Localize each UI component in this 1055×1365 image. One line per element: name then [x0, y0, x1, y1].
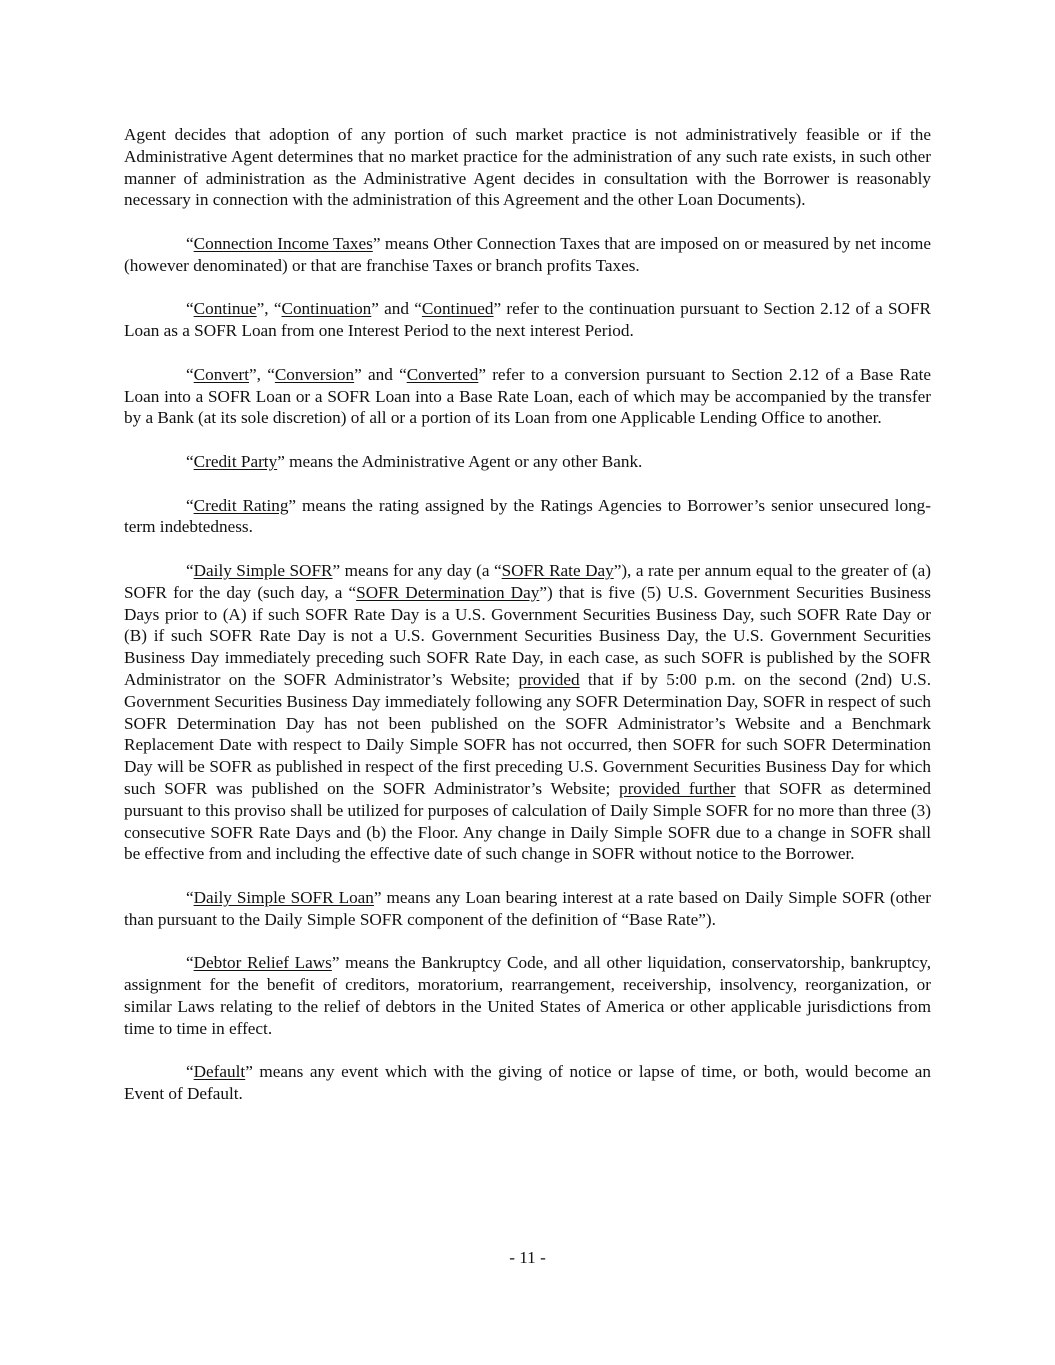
defined-term: Converted	[406, 364, 479, 384]
definition-text: ” refer to a conversion pursuant to Section 2.12 of a Base Rate Loan into a SOFR Loan or a SOFR Loan into a Base Rate Loan, each of which may be accompanied by the transfer by a Bank (at its sole discretion) of all or a portion of its Loan from one Applicable Lending Office to another.	[124, 364, 931, 428]
definitions-list	[124, 233, 931, 1105]
definition-text: ” and “	[371, 299, 422, 319]
definition-text: “	[186, 887, 194, 907]
defined-term: Continuation	[281, 299, 372, 319]
defined-term: SOFR Rate Day	[501, 560, 614, 580]
definition-text: ” refer to the continuation pursuant to Section 2.12 of a SOFR Loan as a SOFR Loan from one Interest Period to the next interest Period.	[124, 299, 931, 341]
defined-term: Daily Simple SOFR	[193, 560, 333, 580]
definition-text: that if by 5:00 p.m. on the second (2nd) U.S. Government Securities Business Day immediately following any SOFR Determination Day, SOFR in respect of such SOFR Determination Day has not been published on the SOFR Administrator’s Website and a Benchmark Replacement Date with respect to Daily Simple SOFR has not occurred, then SOFR for such SOFR Determination Day will be SOFR as published in respect of the first preceding U.S. Government Securities Business Day for which such SOFR was published on the SOFR Administrator’s Website;	[124, 669, 931, 798]
definition-text: “	[186, 299, 194, 319]
defined-term: Credit Party	[193, 451, 278, 471]
defined-term: Continued	[421, 299, 494, 319]
definition-paragraph	[124, 887, 931, 931]
definition-text: “	[186, 560, 194, 580]
document-page	[124, 124, 931, 1127]
definition-paragraph	[124, 364, 931, 429]
definition-text: ” means any Loan bearing interest at a rate based on Daily Simple SOFR (other than pursuant to the Daily Simple SOFR component of the definition of “Base Rate”).	[124, 887, 931, 929]
definition-text: ” and “	[354, 364, 407, 384]
definition-text: ”), a rate per annum equal to the greater of (a) SOFR for the day (such day, a “	[124, 560, 931, 602]
definition-text: “	[186, 953, 194, 973]
defined-term: Conversion	[274, 364, 355, 384]
defined-term: Default	[193, 1062, 246, 1082]
definition-text: “	[186, 233, 194, 253]
defined-term: provided further	[618, 778, 736, 798]
defined-term: Credit Rating	[193, 495, 289, 515]
definition-paragraph	[124, 952, 931, 1039]
definition-text: ”, “	[249, 364, 275, 384]
definition-text: ” means the Bankruptcy Code, and all other liquidation, conservatorship, bankruptcy, assignment for the benefit of creditors, moratorium, rearrangement, receivership, insolvency, reorganization, or similar Laws relating to the relief of debtors in the United States of America or other applicable jurisdictions from time to time in effect.	[124, 953, 931, 1038]
defined-term: Continue	[193, 299, 257, 319]
definition-text: ” means Other Connection Taxes that are imposed on or measured by net income (however denominated) or that are franchise Taxes or branch profits Taxes.	[124, 233, 931, 275]
definition-text: ” means for any day (a “	[332, 560, 502, 580]
definition-text: “	[186, 1062, 194, 1082]
definition-text: ”, “	[256, 299, 282, 319]
definition-text: ” means the rating assigned by the Ratings Agencies to Borrower’s senior unsecured long-term indebtedness.	[124, 495, 932, 537]
defined-term: Connection Income Taxes	[193, 233, 373, 253]
definition-text: “	[186, 451, 194, 471]
definition-text: ” means the Administrative Agent or any other Bank.	[277, 451, 643, 471]
definition-text: “	[186, 364, 194, 384]
definition-paragraph	[124, 1061, 931, 1105]
definition-text: ” means any event which with the giving of notice or lapse of time, or both, would become an Event of Default.	[124, 1062, 931, 1104]
continuation-paragraph: Agent decides that adoption of any portion of such market practice is not administratively feasible or if the Administrative Agent determines that no market practice for the administration of any such rate exists, in such other manner of administration as the Administrative Agent decides in consultation with the Borrower is reasonably necessary in connection with the administration of this Agreement and the other Loan Documents).	[124, 125, 931, 210]
defined-term: provided	[518, 669, 580, 689]
definition-paragraph	[124, 298, 931, 342]
definition-text: that SOFR as determined pursuant to this proviso shall be utilized for purposes of calculation of Daily Simple SOFR for no more than three (3) consecutive SOFR Rate Days and (b) the Floor. Any change in Daily Simple SOFR due to a change in SOFR shall be effective from and including the effective date of such change in SOFR without notice to the Borrower.	[124, 778, 931, 864]
definition-paragraph	[124, 560, 931, 865]
defined-term: Daily Simple SOFR Loan	[193, 887, 374, 907]
definition-text: ”) that is five (5) U.S. Government Securities Business Days prior to (A) if such SOFR Rate Day is a U.S. Government Securities Business Day, such SOFR Rate Day or (B) if such SOFR Rate Day is not a U.S. Government Securities Business Day, the U.S. Government Securities Business Day immediately preceding such SOFR Rate Day, in each case, as such SOFR is published by the SOFR Administrator on the SOFR Administrator’s Website;	[124, 582, 931, 689]
definition-paragraph	[124, 233, 931, 277]
defined-term: SOFR Determination Day	[356, 582, 540, 602]
defined-term: Debtor Relief Laws	[193, 953, 332, 973]
definition-paragraph	[124, 451, 931, 473]
definition-text: “	[186, 495, 194, 515]
defined-term: Convert	[193, 364, 250, 384]
definition-paragraph	[124, 495, 931, 539]
page-number: - 11 -	[509, 1248, 546, 1267]
